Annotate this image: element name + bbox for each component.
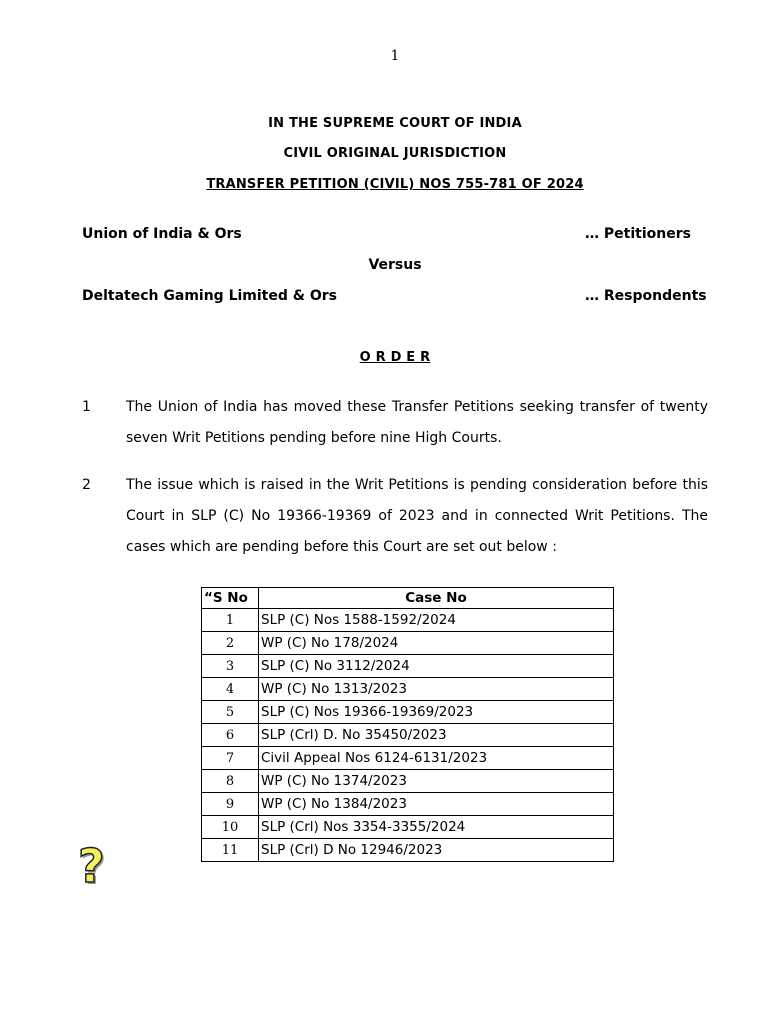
table-row <box>202 701 614 724</box>
versus-label: Versus <box>368 257 422 273</box>
row-case-no: SLP (Crl) D. No 35450/2023 <box>259 724 614 747</box>
table-row <box>202 816 614 839</box>
row-case-no: WP (C) No 178/2024 <box>259 632 614 655</box>
column-header-sno: “S No <box>202 588 259 609</box>
row-sno: 7 <box>202 747 259 770</box>
row-sno: 6 <box>202 724 259 747</box>
row-sno: 10 <box>202 816 259 839</box>
column-header-case-no: Case No <box>259 588 614 609</box>
row-sno: 5 <box>202 701 259 724</box>
petition-title: TRANSFER PETITION (CIVIL) NOS 755-781 OF 2024 <box>206 177 584 192</box>
petitioner-name: Union of India & Ors <box>82 226 242 242</box>
paragraph-text: The Union of India has moved these Transfer Petitions seeking transfer of twenty seven Writ Petitions pending before nine High Courts. <box>126 399 708 446</box>
paragraph-text: The issue which is raised in the Writ Petitions is pending consideration before this Court in SLP (C) No 19366-19369 of 2023 and in connected Writ Petitions. The cases which are pending before this Court are set out below : <box>126 477 708 555</box>
row-sno: 3 <box>202 655 259 678</box>
row-case-no: SLP (Crl) D No 12946/2023 <box>259 839 614 862</box>
pending-cases-table <box>201 587 614 862</box>
jurisdiction: CIVIL ORIGINAL JURISDICTION <box>283 146 507 161</box>
row-sno: 1 <box>202 609 259 632</box>
row-sno: 8 <box>202 770 259 793</box>
table-row <box>202 724 614 747</box>
row-case-no: SLP (C) No 3112/2024 <box>259 655 614 678</box>
table-row <box>202 839 614 862</box>
row-sno: 2 <box>202 632 259 655</box>
petitioner-role: … Petitioners <box>585 226 691 242</box>
table-row <box>202 747 614 770</box>
row-sno: 11 <box>202 839 259 862</box>
row-case-no: SLP (C) Nos 1588-1592/2024 <box>259 609 614 632</box>
table-row <box>202 793 614 816</box>
respondent-role: … Respondents <box>585 288 707 304</box>
question-mark-icon[interactable]: ? <box>78 839 105 893</box>
row-case-no: SLP (Crl) Nos 3354-3355/2024 <box>259 816 614 839</box>
table-row <box>202 678 614 701</box>
table-row <box>202 655 614 678</box>
row-sno: 9 <box>202 793 259 816</box>
table-row <box>202 632 614 655</box>
order-title: O R D E R <box>359 350 431 365</box>
court-name: IN THE SUPREME COURT OF INDIA <box>268 116 522 131</box>
row-case-no: Civil Appeal Nos 6124-6131/2023 <box>259 747 614 770</box>
table-row <box>202 770 614 793</box>
row-case-no: WP (C) No 1313/2023 <box>259 678 614 701</box>
row-case-no: WP (C) No 1384/2023 <box>259 793 614 816</box>
table-row <box>202 609 614 632</box>
row-case-no: SLP (C) Nos 19366-19369/2023 <box>259 701 614 724</box>
respondent-name: Deltatech Gaming Limited & Ors <box>82 288 337 304</box>
row-case-no: WP (C) No 1374/2023 <box>259 770 614 793</box>
paragraph-number: 2 <box>82 477 91 493</box>
table-header-row <box>202 588 614 609</box>
page-number: 1 <box>390 48 400 64</box>
row-sno: 4 <box>202 678 259 701</box>
paragraph-number: 1 <box>82 399 91 415</box>
